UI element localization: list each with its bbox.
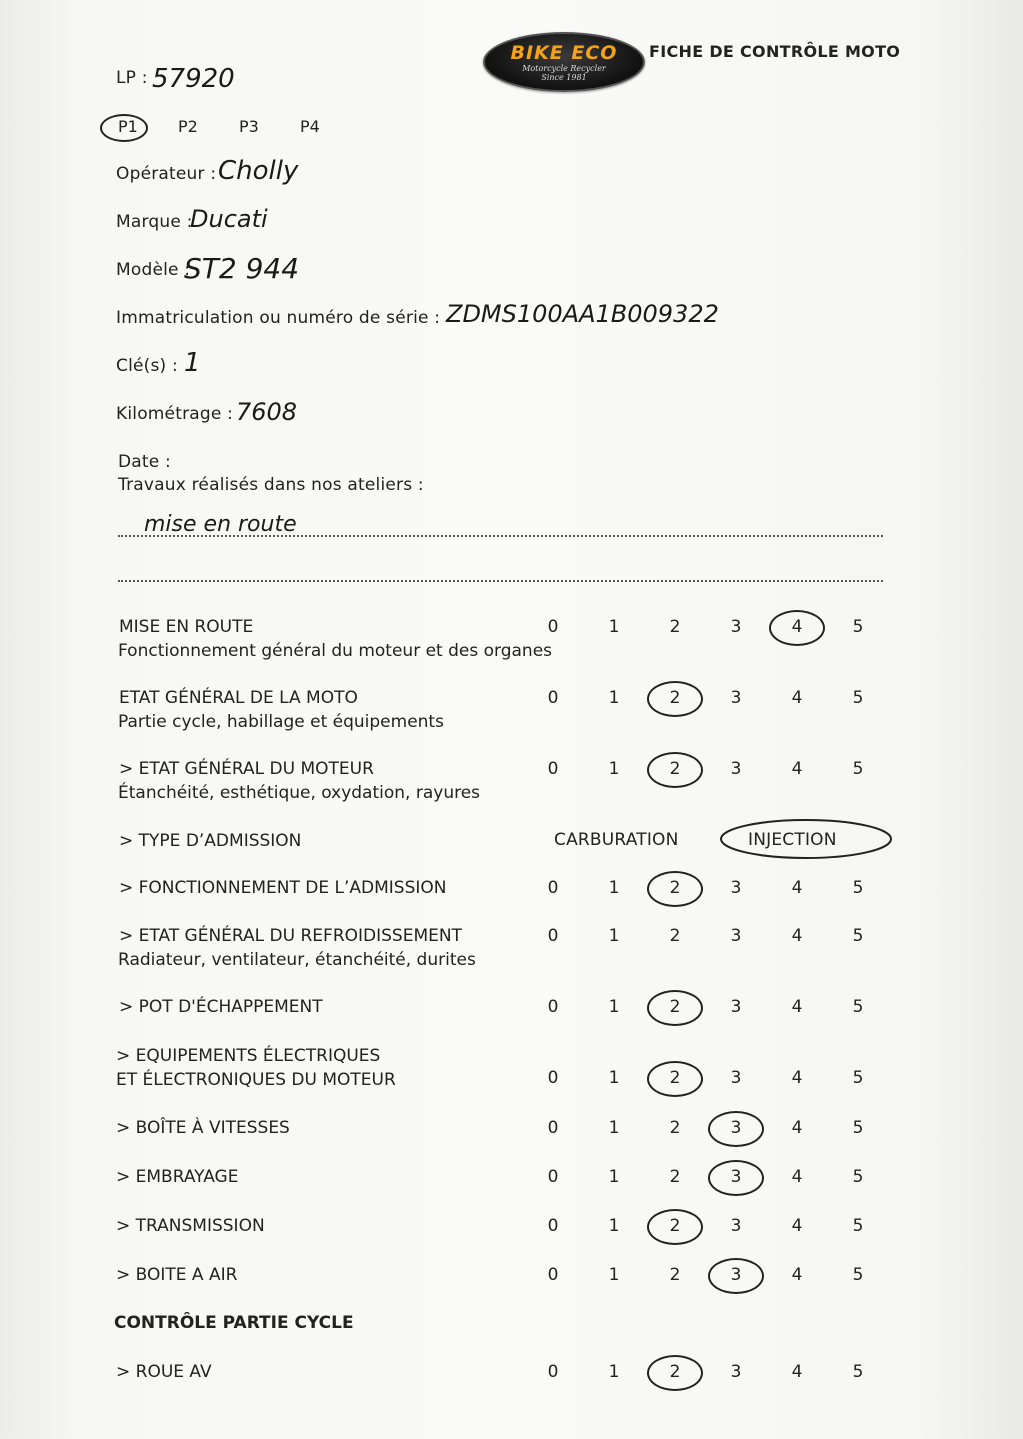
rating-option[interactable]: 5: [852, 926, 864, 946]
row-title: > ETAT GÉNÉRAL DU REFROIDISSEMENT: [119, 926, 462, 946]
admission-option-carburation[interactable]: CARBURATION: [554, 830, 679, 850]
rating-option[interactable]: 3: [730, 997, 742, 1017]
row-title: MISE EN ROUTE: [119, 617, 254, 637]
rating-option[interactable]: 2: [669, 1118, 681, 1138]
rating-option[interactable]: 4: [791, 688, 803, 708]
rating-option[interactable]: 2: [669, 1362, 681, 1382]
rating-option[interactable]: 1: [608, 759, 620, 779]
marque-value[interactable]: Ducati: [190, 205, 268, 233]
rating-option[interactable]: 0: [547, 759, 559, 779]
date-label: Date :: [118, 452, 171, 472]
rating-option[interactable]: 1: [608, 878, 620, 898]
rating-option[interactable]: 5: [852, 1167, 864, 1187]
rating-option[interactable]: 5: [852, 759, 864, 779]
immatriculation-label: Immatriculation ou numéro de série :: [116, 308, 441, 328]
rating-selected-mark: [769, 610, 825, 646]
rating-selected-mark: [708, 1111, 764, 1147]
rating-option[interactable]: 4: [791, 1118, 803, 1138]
form-title: FICHE DE CONTRÔLE MOTO: [649, 42, 901, 61]
rating-option[interactable]: 4: [791, 1167, 803, 1187]
bike-eco-logo: [483, 32, 645, 92]
modele-value[interactable]: ST2 944: [184, 252, 300, 285]
row-title: > ETAT GÉNÉRAL DU MOTEUR: [119, 759, 374, 779]
position-p3[interactable]: P3: [239, 117, 259, 136]
logo-since: Since 1981: [541, 73, 587, 82]
row-title: > FONCTIONNEMENT DE L’ADMISSION: [119, 878, 447, 898]
rating-selected-mark: [647, 871, 703, 907]
row-title: > EQUIPEMENTS ÉLECTRIQUES: [116, 1046, 381, 1066]
rating-option[interactable]: 4: [791, 997, 803, 1017]
cles-label: Clé(s) :: [116, 356, 178, 376]
row-subtitle: Étanchéité, esthétique, oxydation, rayures: [118, 783, 481, 803]
rating-option[interactable]: 1: [608, 926, 620, 946]
rating-option[interactable]: 3: [730, 617, 742, 637]
rating-option[interactable]: 1: [608, 997, 620, 1017]
rating-option[interactable]: 0: [547, 688, 559, 708]
travaux-line-2[interactable]: [118, 580, 883, 582]
rating-option[interactable]: 2: [669, 1265, 681, 1285]
rating-option[interactable]: 4: [791, 1362, 803, 1382]
rating-option[interactable]: 2: [669, 1216, 681, 1236]
rating-option[interactable]: 1: [608, 1362, 620, 1382]
rating-option[interactable]: 2: [669, 926, 681, 946]
rating-option[interactable]: 5: [852, 997, 864, 1017]
rating-selected-mark: [708, 1258, 764, 1294]
rating-option[interactable]: 5: [852, 878, 864, 898]
row-title: ETAT GÉNÉRAL DE LA MOTO: [119, 688, 358, 708]
rating-selected-mark: [647, 1355, 703, 1391]
rating-option[interactable]: 1: [608, 1068, 620, 1088]
rating-option[interactable]: 3: [730, 1216, 742, 1236]
rating-option[interactable]: 0: [547, 1265, 559, 1285]
kilometrage-label: Kilométrage :: [116, 404, 234, 424]
row-title: > BOITE A AIR: [116, 1265, 238, 1285]
rating-selected-mark: [647, 1209, 703, 1245]
row-title: > EMBRAYAGE: [116, 1167, 239, 1187]
row-title: > BOÎTE À VITESSES: [116, 1118, 290, 1138]
travaux-value[interactable]: mise en route: [144, 512, 297, 537]
rating-option[interactable]: 3: [730, 1362, 742, 1382]
operateur-label: Opérateur :: [116, 164, 217, 184]
rating-option[interactable]: 2: [669, 617, 681, 637]
rating-option[interactable]: 3: [730, 878, 742, 898]
logo-subtitle: Motorcycle Recycler: [522, 64, 606, 73]
immatriculation-value[interactable]: ZDMS100AA1B009322: [446, 300, 719, 328]
rating-option[interactable]: 2: [669, 759, 681, 779]
rating-option[interactable]: 5: [852, 1118, 864, 1138]
rating-option[interactable]: 1: [608, 1265, 620, 1285]
rating-option[interactable]: 2: [669, 688, 681, 708]
position-p4[interactable]: P4: [300, 117, 320, 136]
cles-value[interactable]: 1: [184, 348, 201, 378]
rating-option[interactable]: 5: [852, 688, 864, 708]
rating-option[interactable]: 4: [791, 926, 803, 946]
rating-option[interactable]: 4: [791, 617, 803, 637]
position-p1[interactable]: P1: [118, 117, 138, 136]
rating-option[interactable]: 3: [730, 926, 742, 946]
admission-option-injection[interactable]: INJECTION: [748, 830, 837, 850]
section-controle-partie-cycle: CONTRÔLE PARTIE CYCLE: [114, 1313, 354, 1333]
rating-option[interactable]: 4: [791, 1216, 803, 1236]
travaux-label: Travaux réalisés dans nos ateliers :: [118, 475, 424, 495]
operateur-value[interactable]: Cholly: [218, 156, 299, 186]
position-selected-mark: [100, 114, 148, 142]
row-subtitle: Fonctionnement général du moteur et des organes: [118, 641, 553, 661]
row-title: > ROUE AV: [116, 1362, 212, 1382]
admission-title: > TYPE D’ADMISSION: [119, 831, 302, 851]
rating-option[interactable]: 3: [730, 1118, 742, 1138]
row-title: > TRANSMISSION: [116, 1216, 265, 1236]
rating-selected-mark: [647, 1061, 703, 1097]
rating-option[interactable]: 0: [547, 1167, 559, 1187]
rating-option[interactable]: 4: [791, 878, 803, 898]
rating-option[interactable]: 0: [547, 1216, 559, 1236]
rating-option[interactable]: 4: [791, 759, 803, 779]
rating-option[interactable]: 1: [608, 688, 620, 708]
rating-option[interactable]: 4: [791, 1068, 803, 1088]
rating-option[interactable]: 1: [608, 1167, 620, 1187]
position-p2[interactable]: P2: [178, 117, 198, 136]
logo-brand-text: BIKE ECO: [510, 42, 618, 64]
rating-selected-mark: [708, 1160, 764, 1196]
rating-option[interactable]: 2: [669, 878, 681, 898]
rating-option[interactable]: 5: [852, 1362, 864, 1382]
rating-option[interactable]: 0: [547, 926, 559, 946]
rating-option[interactable]: 5: [852, 1068, 864, 1088]
position-selector: [100, 114, 340, 142]
rating-option[interactable]: 2: [669, 997, 681, 1017]
rating-selected-mark: [647, 681, 703, 717]
row-title: > POT D'ÉCHAPPEMENT: [119, 997, 323, 1017]
rating-option[interactable]: 3: [730, 1265, 742, 1285]
rating-option[interactable]: 3: [730, 688, 742, 708]
rating-option[interactable]: 5: [852, 1216, 864, 1236]
row-subtitle: Partie cycle, habillage et équipements: [118, 712, 444, 732]
rating-option[interactable]: 0: [547, 1068, 559, 1088]
rating-option[interactable]: 3: [730, 1167, 742, 1187]
lp-value[interactable]: 57920: [152, 64, 235, 94]
rating-option[interactable]: 4: [791, 1265, 803, 1285]
modele-label: Modèle :: [116, 260, 191, 280]
rating-option[interactable]: 1: [608, 617, 620, 637]
kilometrage-value[interactable]: 7608: [236, 398, 298, 426]
row-subtitle: Radiateur, ventilateur, étanchéité, durites: [118, 950, 476, 970]
rating-option[interactable]: 3: [730, 1068, 742, 1088]
rating-option[interactable]: 0: [547, 617, 559, 637]
rating-option[interactable]: 2: [669, 1068, 681, 1088]
rating-option[interactable]: 1: [608, 1118, 620, 1138]
rating-option[interactable]: 0: [547, 1118, 559, 1138]
rating-selected-mark: [647, 990, 703, 1026]
rating-option[interactable]: 2: [669, 1167, 681, 1187]
rating-option[interactable]: 0: [547, 878, 559, 898]
rating-selected-mark: [647, 752, 703, 788]
rating-option[interactable]: 0: [547, 1362, 559, 1382]
marque-label: Marque :: [116, 212, 193, 232]
rating-option[interactable]: 5: [852, 1265, 864, 1285]
rating-option[interactable]: 3: [730, 759, 742, 779]
rating-option[interactable]: 5: [852, 617, 864, 637]
rating-option[interactable]: 0: [547, 997, 559, 1017]
lp-label: LP :: [116, 68, 148, 88]
row-subtitle: ET ÉLECTRONIQUES DU MOTEUR: [116, 1070, 396, 1090]
rating-option[interactable]: 1: [608, 1216, 620, 1236]
